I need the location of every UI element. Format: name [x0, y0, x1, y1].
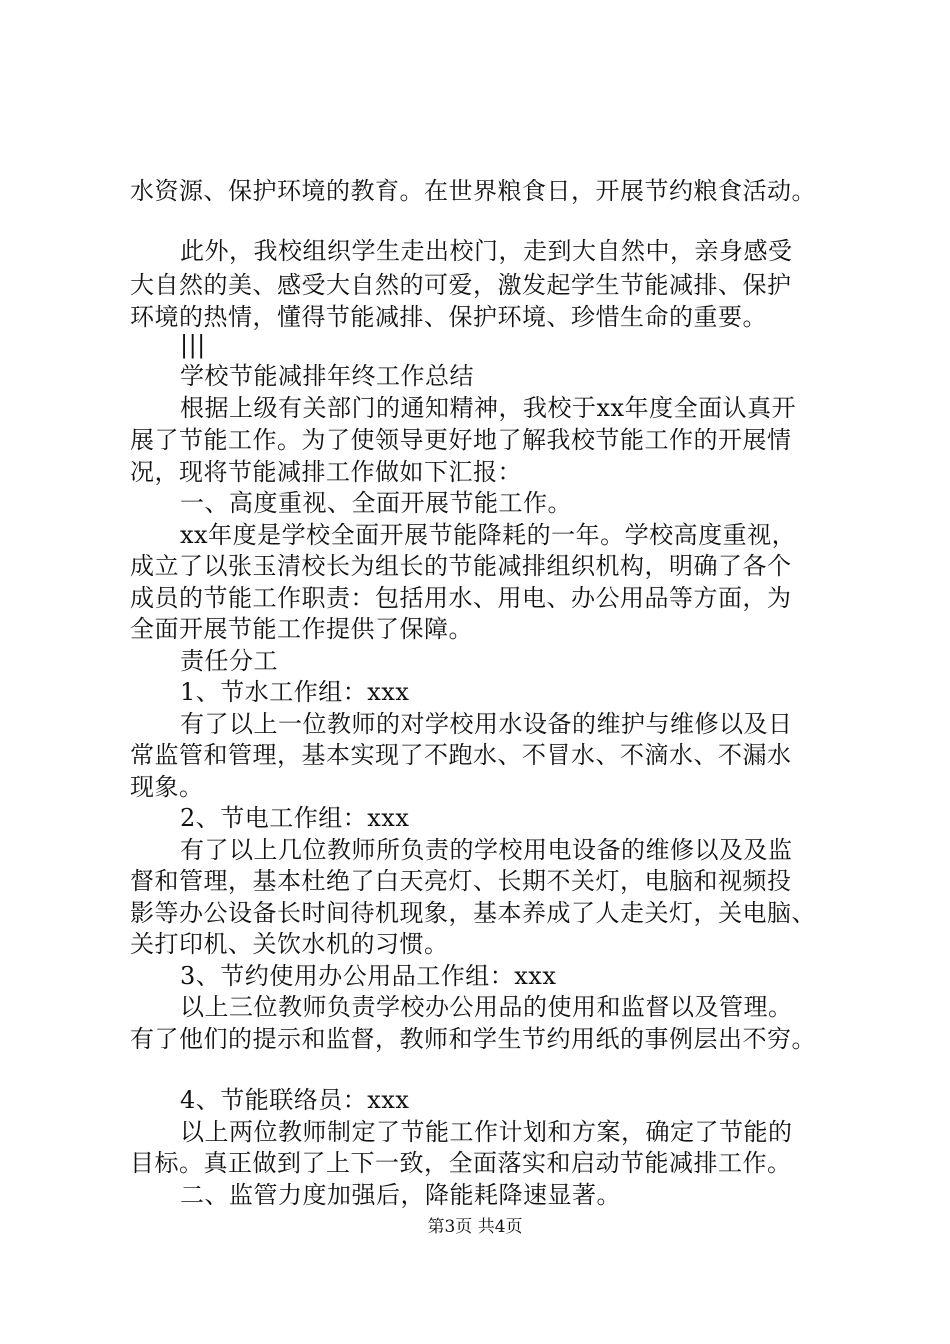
text-line: 有了以上几位教师所负责的学校用电设备的维修以及及监	[180, 836, 793, 864]
heading-line: 2、节电工作组：xxx	[180, 804, 410, 832]
heading-line: 1、节水工作组：xxx	[180, 678, 410, 706]
text-line: 根据上级有关部门的通知精神，我校于xx年度全面认真开	[180, 394, 797, 422]
section-title: 学校节能减排年终工作总结	[180, 362, 474, 390]
text-line: 成立了以张玉清校长为组长的节能减排组织机构，明确了各个	[130, 552, 792, 580]
text-line: 水资源、保护环境的教育。在世界粮食日，开展节约粮食活动。	[130, 177, 816, 205]
text-line: 影等办公设备长时间待机现象，基本养成了人走关灯，关电脑、	[130, 899, 816, 927]
text-line: 大自然的美、感受大自然的可爱，激发起学生节能减排、保护	[130, 271, 792, 299]
text-line: 有了以上一位教师的对学校用水设备的维护与维修以及日	[180, 710, 793, 738]
text-line: 督和管理，基本杜绝了白天亮灯、长期不关灯，电脑和视频投	[130, 867, 792, 895]
text-line: 以上三位教师负责学校办公用品的使用和监督以及管理。	[180, 993, 793, 1021]
text-line: 以上两位教师制定了节能工作计划和方案，确定了节能的	[180, 1118, 793, 1146]
heading-line: 责任分工	[180, 647, 278, 675]
text-line: xx年度是学校全面开展节能降耗的一年。学校高度重视，	[180, 521, 797, 549]
text-line: 成员的节能工作职责：包括用水、用电、办公用品等方面，为	[130, 584, 792, 612]
heading-line: 一、高度重视、全面开展节能工作。	[180, 489, 572, 517]
text-line: 环境的热情，懂得节能减排、保护环境、珍惜生命的重要。	[130, 303, 767, 331]
text-line: 况，现将节能减排工作做如下汇报：	[130, 458, 522, 486]
text-line: 常监管和管理，基本实现了不跑水、不冒水、不滴水、不漏水	[130, 741, 792, 769]
text-line: 现象。	[130, 773, 204, 801]
text-line: 全面开展节能工作提供了保障。	[130, 615, 473, 643]
text-line: 展了节能工作。为了使领导更好地了解我校节能工作的开展情	[130, 426, 792, 454]
page-footer: 第3页 共4页	[427, 1217, 523, 1237]
text-line: |||	[180, 331, 206, 359]
text-line: 有了他们的提示和监督，教师和学生节约用纸的事例层出不穷。	[130, 1025, 816, 1053]
text-line: 此外，我校组织学生走出校门，走到大自然中，亲身感受	[180, 237, 793, 265]
text-line: 关打印机、关饮水机的习惯。	[130, 930, 449, 958]
heading-line: 4、节能联络员：xxx	[180, 1086, 410, 1114]
heading-line: 3、节约使用办公用品工作组：xxx	[180, 962, 557, 990]
heading-line: 二、监管力度加强后，降能耗降速显著。	[180, 1181, 621, 1209]
text-line: 目标。真正做到了上下一致，全面落实和启动节能减排工作。	[130, 1149, 792, 1177]
